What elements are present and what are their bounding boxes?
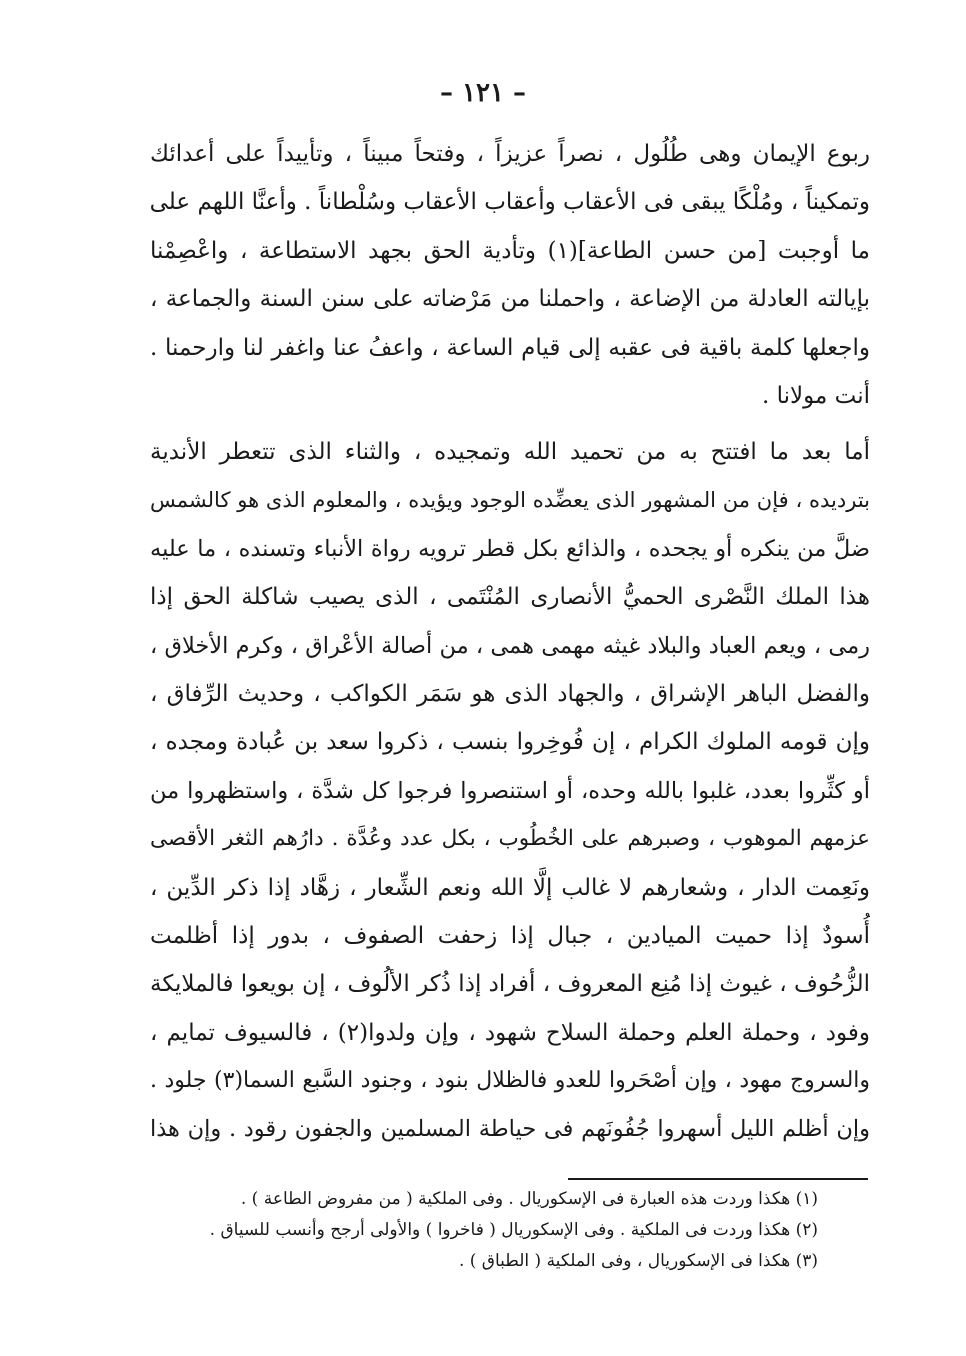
text-line: ربوع الإيمان وهى طُلُول ، نصراً عزيزاً ، وفتحاً مبيناً ، وتأييداً على أعدائك bbox=[150, 141, 870, 167]
text-line: ما أوجبت [من حسن الطاعة](١) وتأدية الحق بجهد الاستطاعة ، واعْصِمْنا bbox=[150, 237, 870, 264]
text-line: رمى ، ويعم العباد والبلاد غيثه مهمى همى ، من أصالة الأعْراق ، وكرم الأخلاق ، bbox=[150, 632, 870, 659]
text-line: وفود ، وحملة العلم وحملة السلاح شهود ، وإن ولدوا(٢) ، فالسيوف تمايم ، bbox=[150, 1019, 871, 1046]
text-line: الزُّحُوف ، غيوث إذا مُنِع المعروف ، أفراد إذا ذُكر الألُوف ، إن بويعوا فالملايكة bbox=[150, 971, 870, 998]
text-line: ضلَّ من ينكره أو يجحده ، والذائع بكل قطر ترويه رواة الأنباء وتسنده ، ما عليه bbox=[150, 535, 870, 562]
footnotes bbox=[150, 1184, 818, 1277]
footnote: (١) هكذا وردت هذه العبارة فى الإسكوريال . وفى الملكية ( من مفروض الطاعة ) . bbox=[240, 1189, 818, 1209]
text-line: أنت مولانا . bbox=[761, 382, 870, 409]
footnote-divider bbox=[568, 1178, 868, 1180]
text-line: ونَعِمت الدار ، وشعارهم لا غالب إلَّا الله ونعم الشِّعار ، زهَّاد إذا ذكر الدِّين ، bbox=[150, 874, 870, 901]
text-line: هذا الملك النَّصْرى الحميُّ الأنصارى المُنْتَمى ، الذى يصيب شاكلة الحق إذا bbox=[150, 584, 870, 611]
page-number: – ١٢١ – bbox=[439, 78, 527, 108]
text-line: وإن قومه الملوك الكرام ، إن فُوخِروا بنسب ، ذكروا سعد بن عُبادة ومجده ، bbox=[150, 729, 870, 756]
text-line: أما بعد ما افتتح به من تحميد الله وتمجيده ، والثناء الذى تتعطر الأندية bbox=[150, 439, 870, 465]
text-line: بترديده ، فإن من المشهور الذى يعضِّده الوجود ويؤيده ، والمعلوم الذى هو كالشمس bbox=[150, 488, 870, 513]
paragraph-2 bbox=[150, 428, 870, 1154]
footnote: (٢) هكذا وردت فى الملكية . وفى الإسكوريال ( فاخروا ) والأولى أرجح وأنسب للسياق . bbox=[209, 1220, 818, 1240]
text-line: وتمكيناً ، ومُلْكًا يبقى فى الأعقاب وأعقاب الأعقاب وسُلْطاناً . وأعنَّا اللهم على bbox=[149, 189, 870, 216]
text-line: واجعلها كلمة باقية فى عقبه إلى قيام الساعة ، واعفُ عنا واغفر لنا وارحمنا . bbox=[150, 334, 870, 361]
text-line: والفضل الباهر الإشراق ، والجهاد الذى هو سَمَر الكواكب ، وحديث الرِّفاق ، bbox=[150, 680, 870, 707]
text-line: بإيالته العادلة من الإضاعة ، واحملنا من مَرْضاته على سنن السنة والجماعة ، bbox=[150, 286, 870, 313]
text-line: أُسودٌ إذا حميت الميادين ، جبال إذا زحفت الصفوف ، بدور إذا أظلمت bbox=[150, 922, 870, 949]
text-line: أو كثِّروا بعدد، غلبوا بالله وحده، أو استنصروا فرجوا كل شدَّة ، واستظهروا من bbox=[150, 777, 870, 804]
footnote: (٣) هكذا فى الإسكوريال ، وفى الملكية ( الطباق ) . bbox=[458, 1251, 818, 1271]
text-line: عزمهم الموهوب ، وصبرهم على الخُطُوب ، بكل عدد وعُدَّة . دارُهم الثغر الأقصى bbox=[150, 826, 870, 852]
paragraph-1 bbox=[150, 130, 870, 420]
text-line: وإن أظلم الليل أسهروا جُفُونَهم فى حياطة المسلمين والجفون رقود . وإن هذا bbox=[150, 1116, 870, 1143]
text-line: والسروج مهود ، وإن أصْحَروا للعدو فالظلال بنود ، وجنود السَّبع السما(٣) جلود . bbox=[150, 1068, 871, 1094]
